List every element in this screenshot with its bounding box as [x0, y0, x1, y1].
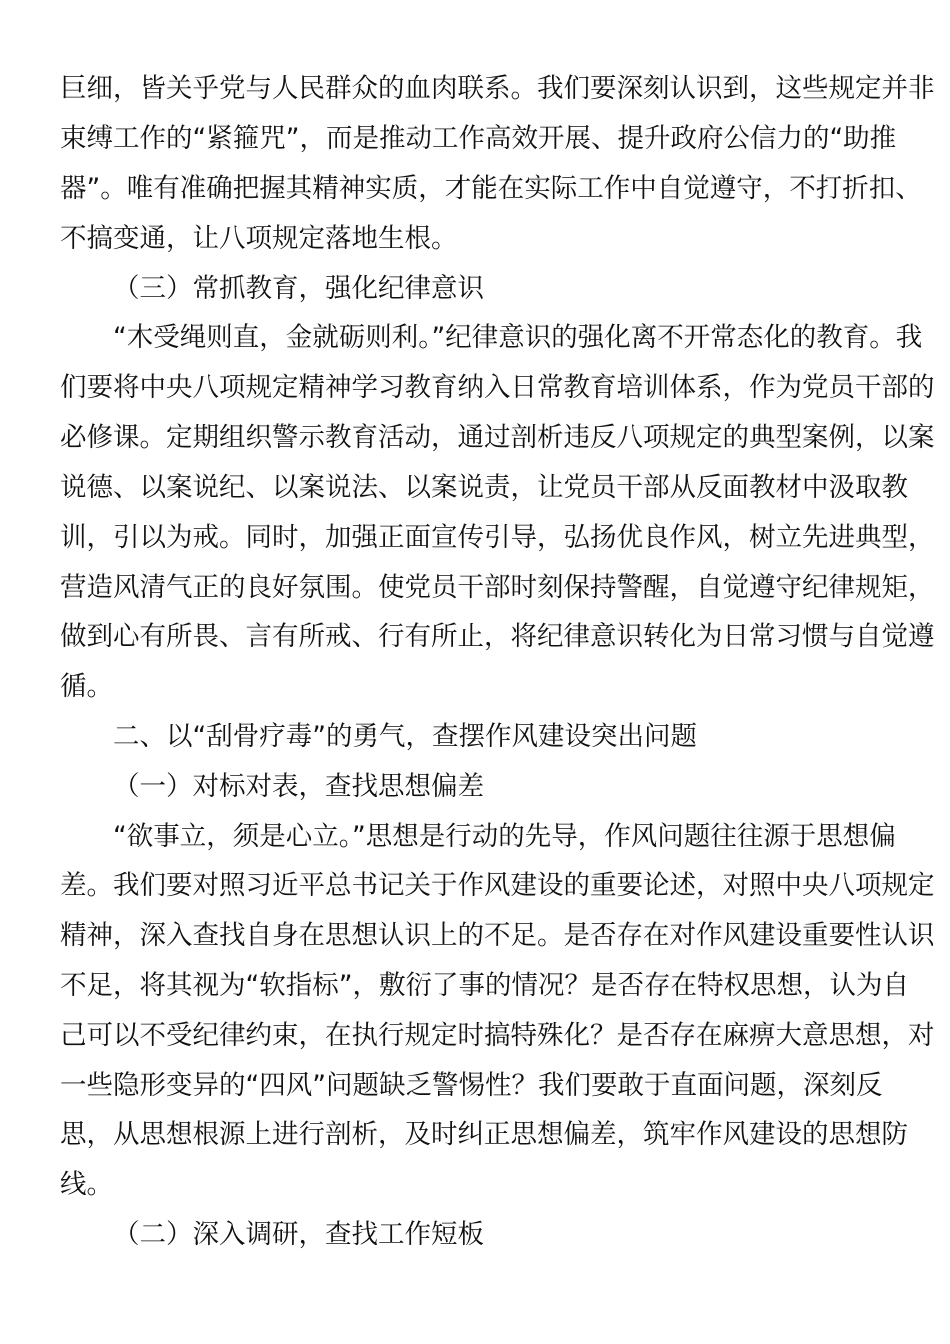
paragraph-line: 做到心有所畏、言有所戒、行有所止，将纪律意识转化为日常习惯与自觉遵	[60, 621, 935, 652]
chapter-heading: 二、以“刮骨疗毒”的勇气，查摆作风建设突出问题	[113, 721, 697, 752]
paragraph-line: 循。	[60, 671, 113, 702]
paragraph-line: 营造风清气正的良好氛围。使党员干部时刻保持警醒，自觉遵守纪律规矩，	[60, 572, 935, 603]
paragraph-line: 不搞变通，让八项规定落地生根。	[60, 223, 458, 254]
paragraph-line: 束缚工作的“紧箍咒”，而是推动工作高效开展、提升政府公信力的“助推	[60, 123, 897, 154]
paragraph-line: 己可以不受纪律约束，在执行规定时搞特殊化？是否存在麻痹大意思想，对	[60, 1020, 935, 1051]
paragraph-line: 训，引以为戒。同时，加强正面宣传引导，弘扬优良作风，树立先进典型，	[60, 522, 935, 553]
paragraph-line: 器”。唯有准确把握其精神实质，才能在实际工作中自觉遵守，不打折扣、	[60, 173, 922, 204]
section-heading: （一）对标对表，查找思想偏差	[113, 771, 484, 802]
paragraph-line: “欲事立，须是心立。”思想是行动的先导，作风问题往往源于思想偏	[113, 821, 896, 852]
paragraph-line: “木受绳则直，金就砺则利。”纪律意识的强化离不开常态化的教育。我	[113, 322, 923, 353]
paragraph-line: 不足，将其视为“软指标”，敷衍了事的情况？是否存在特权思想，认为自	[60, 970, 909, 1001]
paragraph-line: 们要将中央八项规定精神学习教育纳入日常教育培训体系，作为党员干部的	[60, 372, 935, 403]
paragraph-line: 说德、以案说纪、以案说法、以案说责，让党员干部从反面教材中汲取教	[60, 472, 908, 503]
paragraph-line: 巨细，皆关乎党与人民群众的血肉联系。我们要深刻认识到，这些规定并非	[60, 73, 935, 104]
paragraph-line: 必修课。定期组织警示教育活动，通过剖析违反八项规定的典型案例，以案	[60, 422, 935, 453]
paragraph-line: 一些隐形变异的“四风”问题缺乏警惕性？我们要敢于直面问题，深刻反	[60, 1070, 883, 1101]
section-heading: （二）深入调研，查找工作短板	[113, 1219, 484, 1250]
paragraph-line: 差。我们要对照习近平总书记关于作风建设的重要论述，对照中央八项规定	[60, 870, 935, 901]
paragraph-line: 精神，深入查找自身在思想认识上的不足。是否存在对作风建设重要性认识	[60, 920, 935, 951]
section-heading: （三）常抓教育，强化纪律意识	[113, 273, 484, 304]
paragraph-line: 思，从思想根源上进行剖析，及时纠正思想偏差，筑牢作风建设的思想防	[60, 1119, 908, 1150]
paragraph-line: 线。	[60, 1169, 113, 1200]
